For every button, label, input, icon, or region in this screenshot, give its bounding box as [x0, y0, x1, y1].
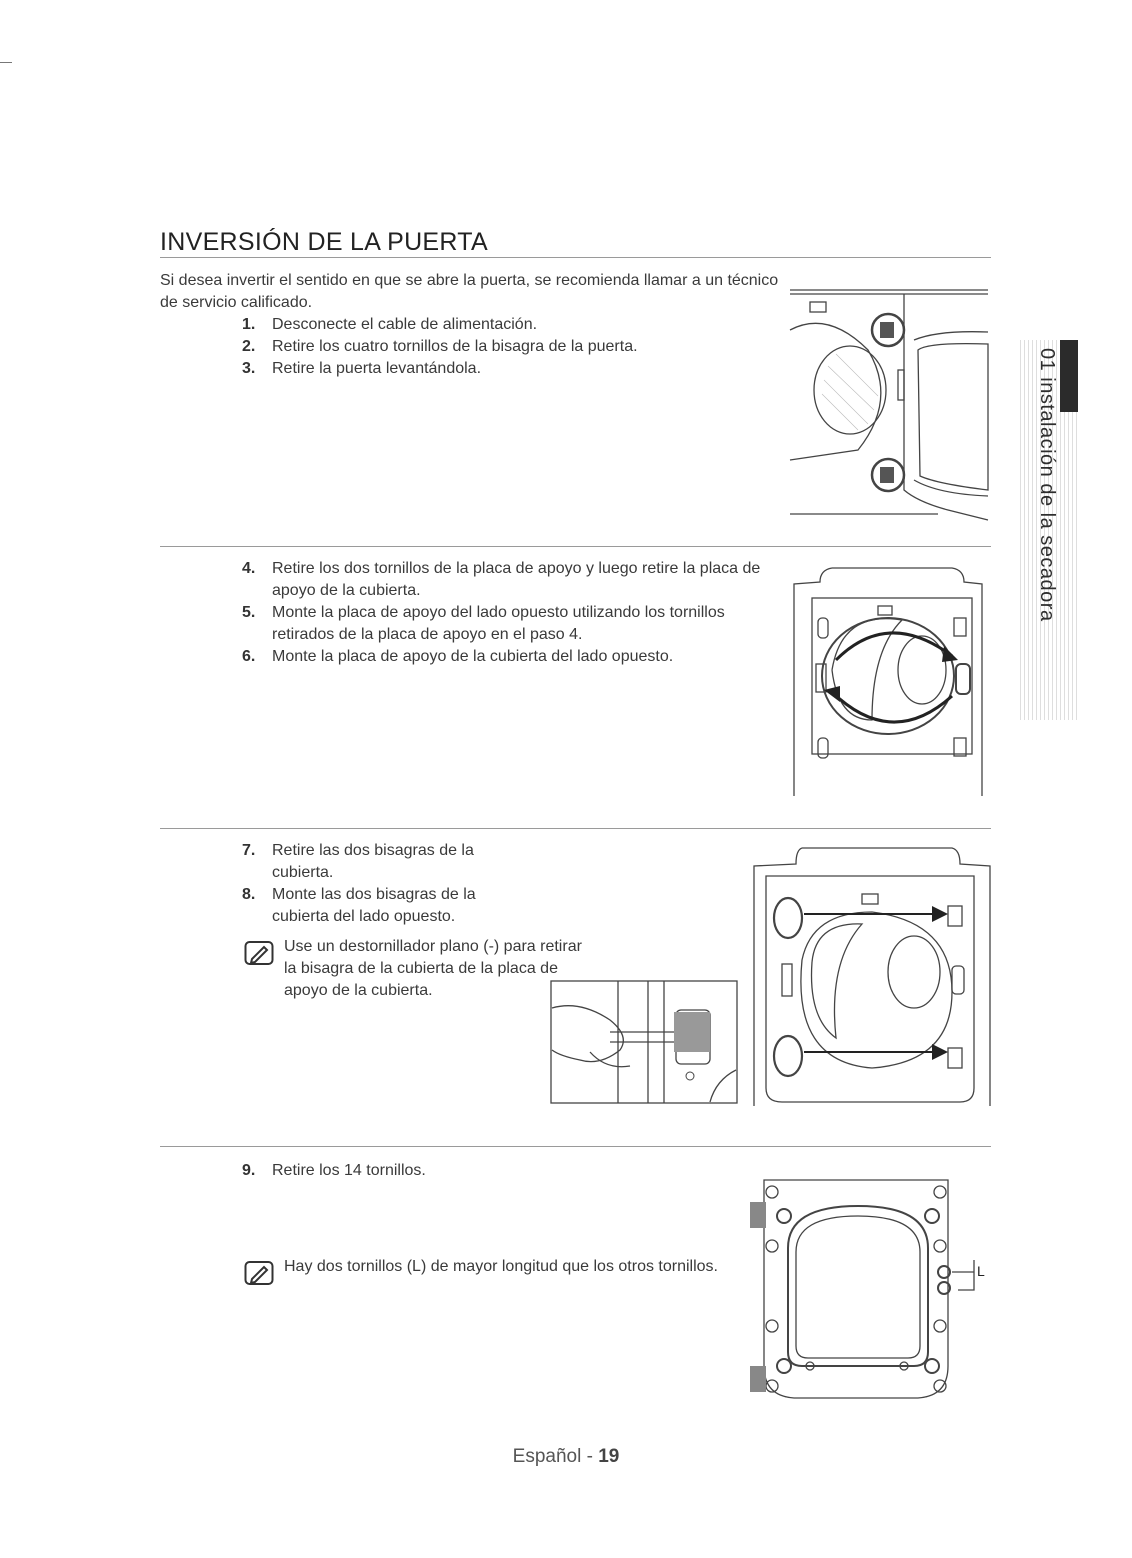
- section-divider: [160, 546, 991, 547]
- title-underline: [160, 257, 991, 258]
- side-tab-label: 01 instalación de la secadora: [1036, 348, 1058, 622]
- steps-group-2: [242, 558, 782, 668]
- step-item: 4. Retire los dos tornillos de la placa de apoyo y luego retire la placa de apoyo de la cubierta.: [242, 560, 761, 599]
- steps-group-3: [242, 840, 502, 928]
- note-pencil-icon: [244, 1260, 274, 1286]
- steps-group-4: [242, 1160, 702, 1182]
- footer-separator: -: [586, 1446, 593, 1467]
- long-screw-label: L: [977, 1263, 985, 1279]
- figure-hinge-swap: [752, 842, 992, 1106]
- intro-paragraph: Si desea invertir el sentido en que se abre la puerta, se recomienda llamar a un técnico de servicio calificado.: [160, 272, 779, 311]
- step-item: 2. Retire los cuatro tornillos de la bisagra de la puerta.: [242, 338, 638, 355]
- figure-support-plate-swap: [792, 560, 992, 800]
- step-item: 3. Retire la puerta levantándola.: [242, 360, 482, 377]
- steps-group-1: [242, 314, 782, 380]
- step-item: 7. Retire las dos bisagras de la cubierta.: [242, 842, 474, 881]
- page-number: 19: [598, 1446, 620, 1467]
- step-item: 6. Monte la placa de apoyo de la cubierta del lado opuesto.: [242, 648, 674, 665]
- footer-language: Español: [512, 1446, 582, 1467]
- figure-screwdriver-detail: [550, 980, 740, 1106]
- section-divider: [160, 828, 991, 829]
- step-item: 1. Desconecte el cable de alimentación.: [242, 316, 538, 333]
- note-block: Hay dos tornillos (L) de mayor longitud que los otros tornillos.: [244, 1256, 744, 1278]
- note-pencil-icon: [244, 940, 274, 966]
- corner-crop-mark: [0, 62, 12, 63]
- note-block: Use un destornillador plano (-) para retirar la bisagra de la cubierta de la placa de apoyo de la cubierta.: [244, 936, 584, 1002]
- step-item: 9. Retire los 14 tornillos.: [242, 1162, 426, 1179]
- step-item: 5. Monte la placa de apoyo del lado opuesto utilizando los tornillos retirados de la placa de apoyo en el paso 4.: [242, 604, 725, 643]
- section-divider: [160, 1146, 991, 1147]
- page-footer: [0, 1446, 1132, 1468]
- figure-door-screws: [748, 1176, 988, 1402]
- figure-door-removal: [788, 270, 994, 532]
- step-item: 8. Monte las dos bisagras de la cubierta del lado opuesto.: [242, 886, 476, 925]
- page-title: INVERSIÓN DE LA PUERTA: [160, 228, 488, 256]
